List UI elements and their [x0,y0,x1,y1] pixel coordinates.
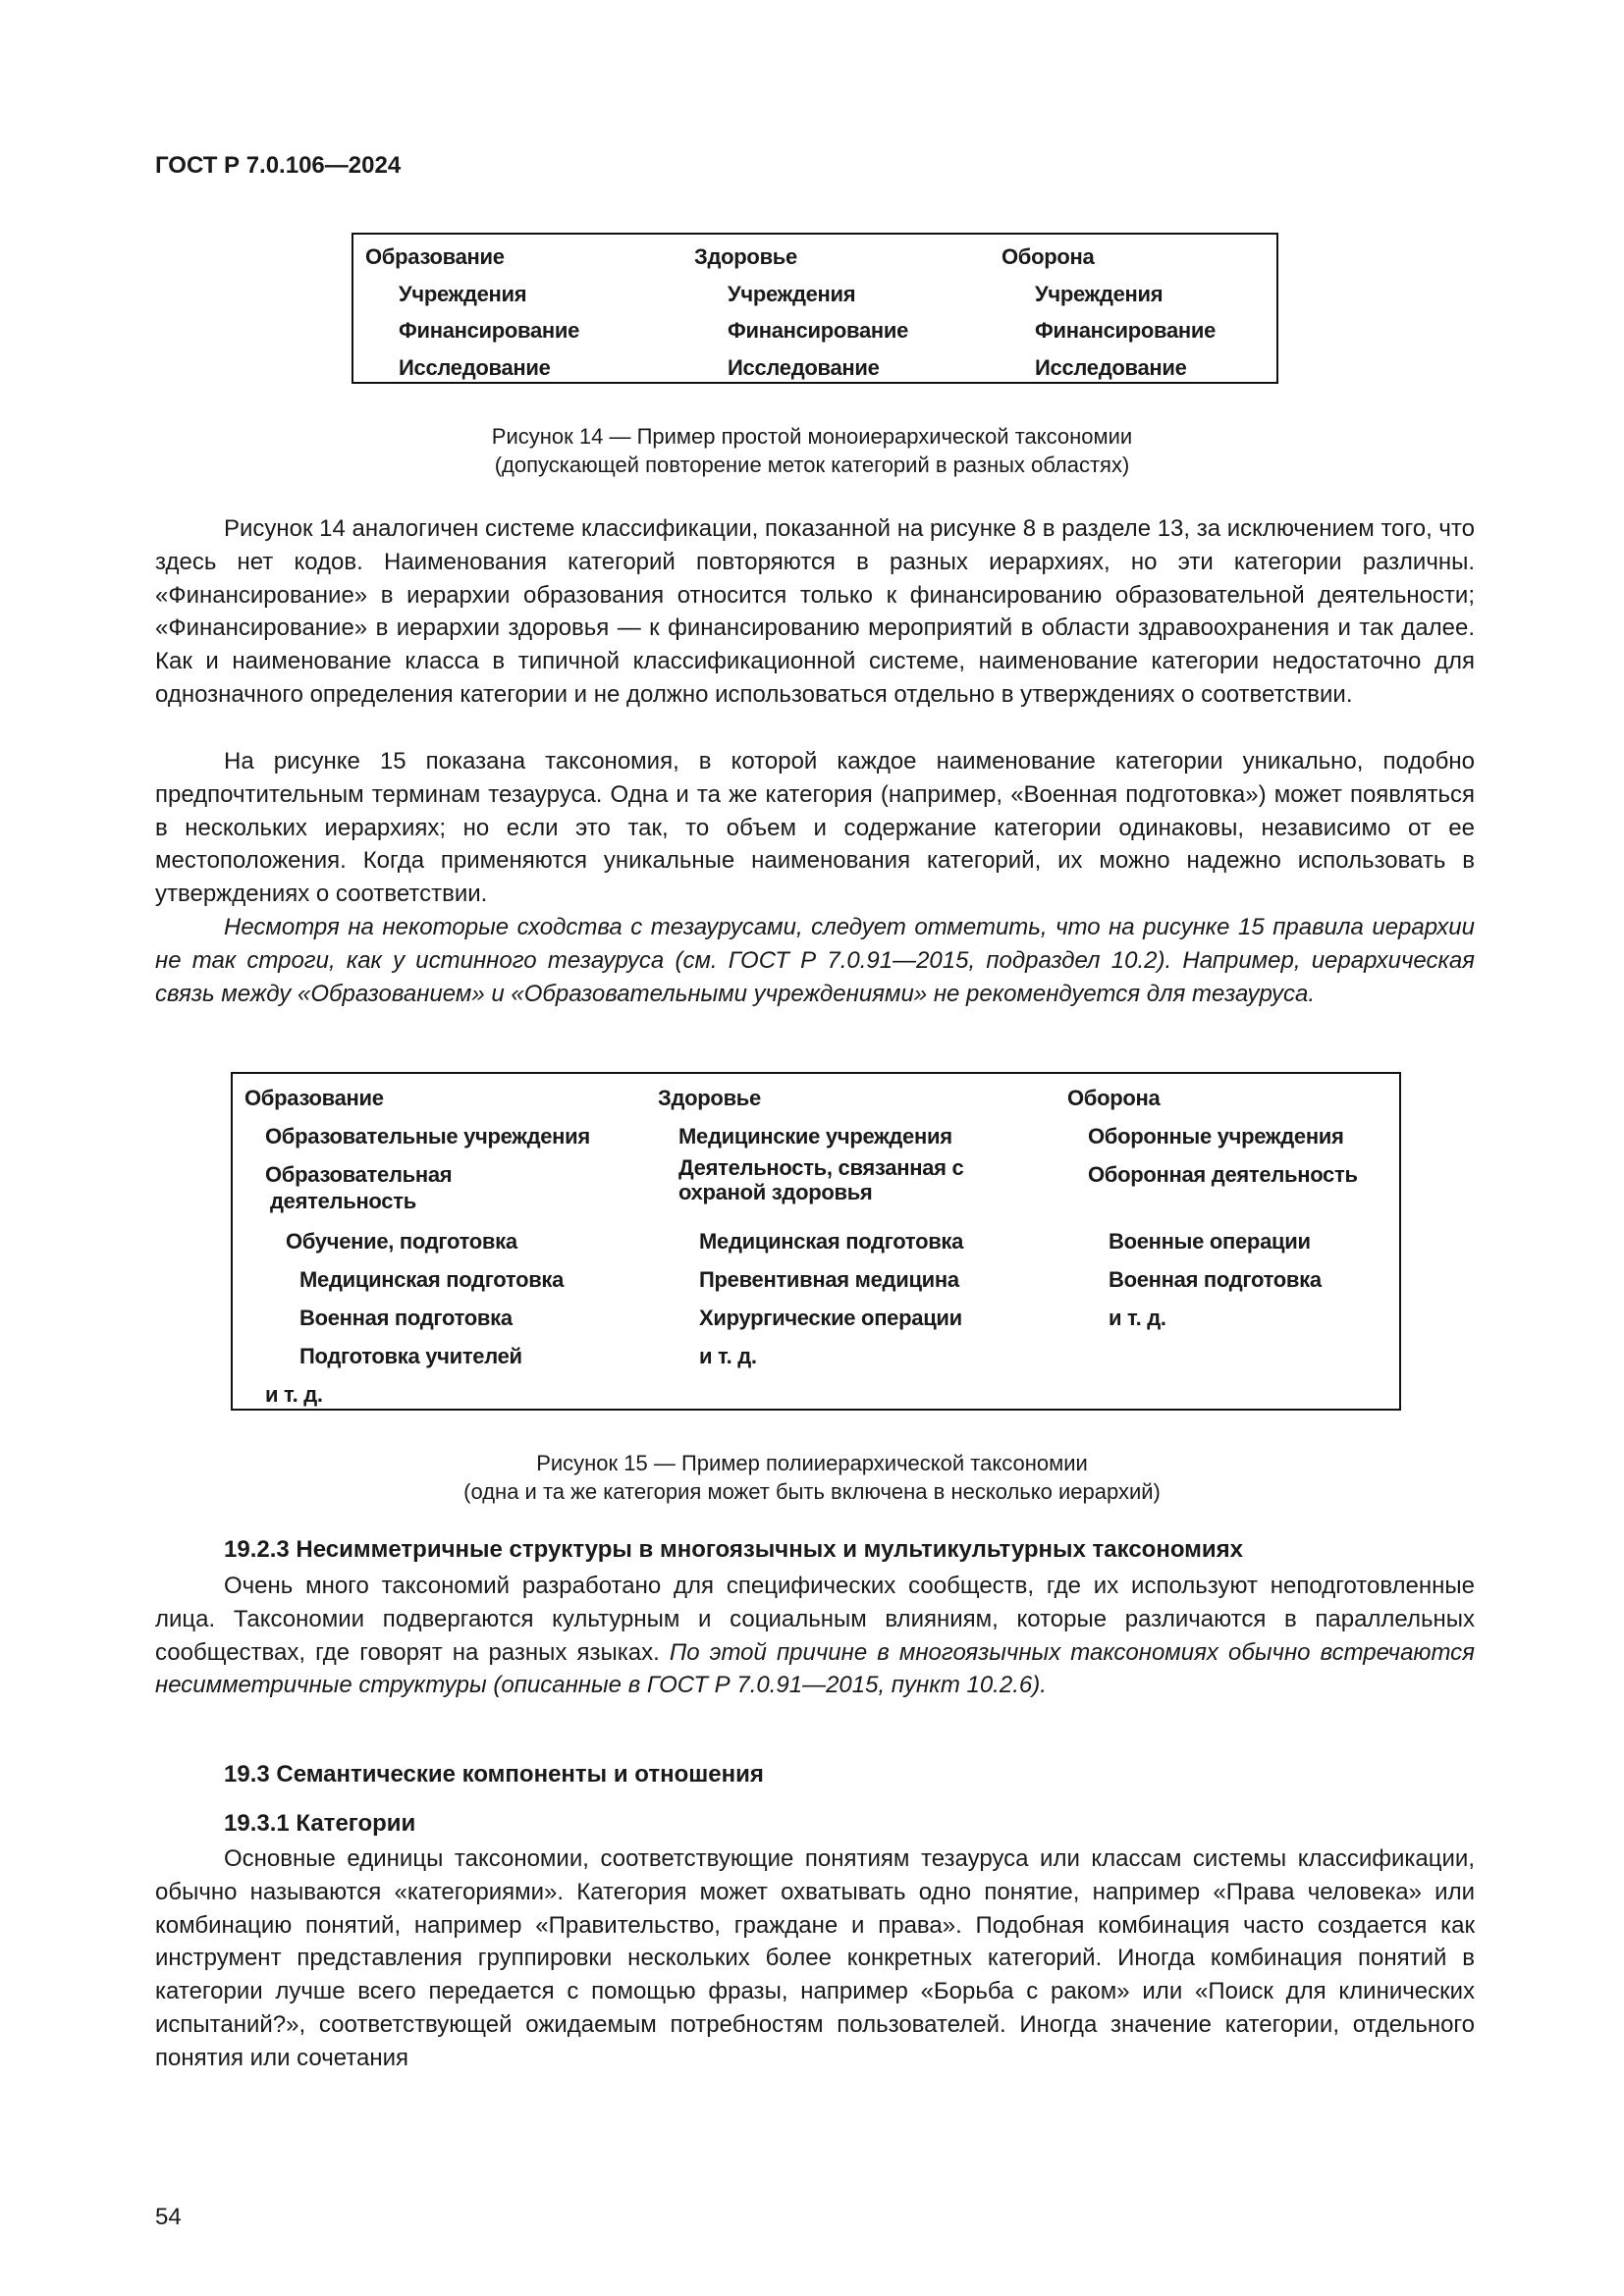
category-item: Обучение, подготовка [286,1229,517,1254]
category-item: Военные операции [1109,1229,1311,1254]
category-item: Образовательная [265,1162,453,1187]
column-heading: Образование [244,1086,384,1110]
paragraph-text-italic: По этой причине в многоязычных таксономиях обычно встречаются несимметричные структуры (описанные в ГОСТ Р 7.0.91—2015, пункт 10.2.6). [155,1638,1476,1699]
category-item: Финансирование [1035,318,1217,343]
category-item: Хирургические операции [699,1306,962,1330]
category-item: деятельность [270,1189,416,1213]
category-item: Финансирование [728,318,909,343]
category-item: и т. д. [265,1382,323,1407]
category-item: Образовательные учреждения [265,1124,590,1148]
category-item: Деятельность, связанная с [678,1155,964,1180]
column-heading: Образование [365,244,505,269]
caption-line: (допускающей повторение меток категорий в разных областях) [494,453,1130,477]
category-item: Медицинская подготовка [299,1267,565,1292]
paragraph-text: Очень много таксономий разработано для специфических сообществ, где их используют неподготовленные лица. Таксономии подвергаются культурным и социальным влияниям, которые различаются в параллельных сообществах, где говорят на разных языках. [155,1573,1475,1666]
category-item: Оборонные учреждения [1088,1124,1344,1148]
category-item: Исследование [399,354,551,380]
figure-14-box [352,233,1278,384]
paragraph-3-italic [155,911,1475,1010]
paragraph-text: На рисунке 15 показана таксономия, в которой каждое наименование категории уникально, подобно предпочтительным терминам тезауруса. Одна и та же категория (например, «Военная подготовка») может появляться в нескольких иерархиях; но если это так, то объем и содержание категории одинаковы, независимо от ее местоположения. Когда применяются уникальные наименования категорий, их можно надежно использовать в утверждениях о соответствии. [155,748,1475,908]
column-heading: Здоровье [694,244,797,269]
figure-14-caption [0,422,1624,479]
column-heading: Здоровье [658,1086,761,1110]
column-heading: Оборона [1001,244,1095,269]
category-item: Превентивная медицина [699,1267,959,1292]
category-item: Медицинские учреждения [678,1124,952,1148]
category-item: Подготовка учителей [299,1344,522,1368]
paragraph-text: Рисунок 14 аналогичен системе классификации, показанной на рисунке 8 в разделе 13, за исключением того, что здесь нет кодов. Наименования категорий повторяются в разных иерархиях, но эти категории различны. «Финансирование» в иерархии образования относится только к финансированию образовательной деятельности; «Финансирование» в иерархии здоровья — к финансированию мероприятий в области здравоохранения и так далее. Как и наименование класса в типичной классификационной системе, наименование категории недостаточно для однозначного определения категории и не должно использоваться отдельно в утверждениях о соответствии. [155,515,1475,708]
column-heading: Оборона [1067,1086,1161,1110]
category-item: Исследование [728,354,880,380]
heading-19-3: 19.3 Семантические компоненты и отношения [224,1761,764,1788]
category-item: Исследование [1035,354,1187,380]
figure-15-caption [0,1449,1624,1506]
figure-14-column-health [694,242,908,390]
paragraph-1 [155,512,1475,712]
heading-19-3-1: 19.3.1 Категории [224,1810,416,1837]
figure-14-column-defense [1001,242,1216,390]
paragraph-5 [155,1842,1475,2075]
category-item: охраной здоровья [678,1180,873,1204]
paragraph-4 [155,1570,1475,1702]
caption-line: Рисунок 15 — Пример полииерархической таксономии [536,1451,1088,1475]
page-number: 54 [155,2204,182,2230]
category-item: и т. д. [699,1344,757,1368]
caption-line: Рисунок 14 — Пример простой моноиерархической таксономии [491,424,1133,449]
category-item: Учреждения [399,281,527,306]
category-item: Военная подготовка [299,1306,513,1330]
category-item: Военная подготовка [1109,1267,1322,1292]
category-item: Учреждения [1035,281,1164,306]
document-header: ГОСТ Р 7.0.106—2024 [155,152,402,179]
category-item: Финансирование [399,318,580,343]
figure-14-column-education [365,242,579,390]
category-item: Оборонная деятельность [1088,1162,1358,1187]
caption-line: (одна и та же категория может быть включена в несколько иерархий) [463,1479,1161,1504]
paragraph-text: Несмотря на некоторые сходства с тезаурусами, следует отметить, что на рисунке 15 правила иерархии не так строги, как у истинного тезауруса (см. ГОСТ Р 7.0.91—2015, подраздел 10.2). Например, иерархическая связь между «Образованием» и «Образовательными учреждениями» не рекомендуется для тезауруса. [155,914,1475,1007]
category-item: Учреждения [728,281,856,306]
paragraph-text: Основные единицы таксономии, соответствующие понятиям тезауруса или классам системы классификации, обычно называются «категориями». Категория может охватывать одно понятие, например «Права человека» или комбинацию понятий, например «Правительство, граждане и права». Подобная комбинация часто создается как инструмент представления группировки нескольких более конкретных категорий. Иногда комбинация понятий в категории лучше всего передается с помощью фразы, например «Борьба с раком» или «Поиск для клинических испытаний?», соответствующей ожидаемым потребностям пользователей. Иногда значение категории, отдельного понятия или сочетания [155,1845,1475,2071]
heading-19-2-3: 19.2.3 Несимметричные структуры в многоязычных и мультикультурных таксономиях [224,1536,1244,1563]
figure-15-box [231,1072,1401,1411]
paragraph-2 [155,745,1475,911]
category-item: и т. д. [1109,1306,1166,1330]
category-item: Медицинская подготовка [699,1229,964,1254]
